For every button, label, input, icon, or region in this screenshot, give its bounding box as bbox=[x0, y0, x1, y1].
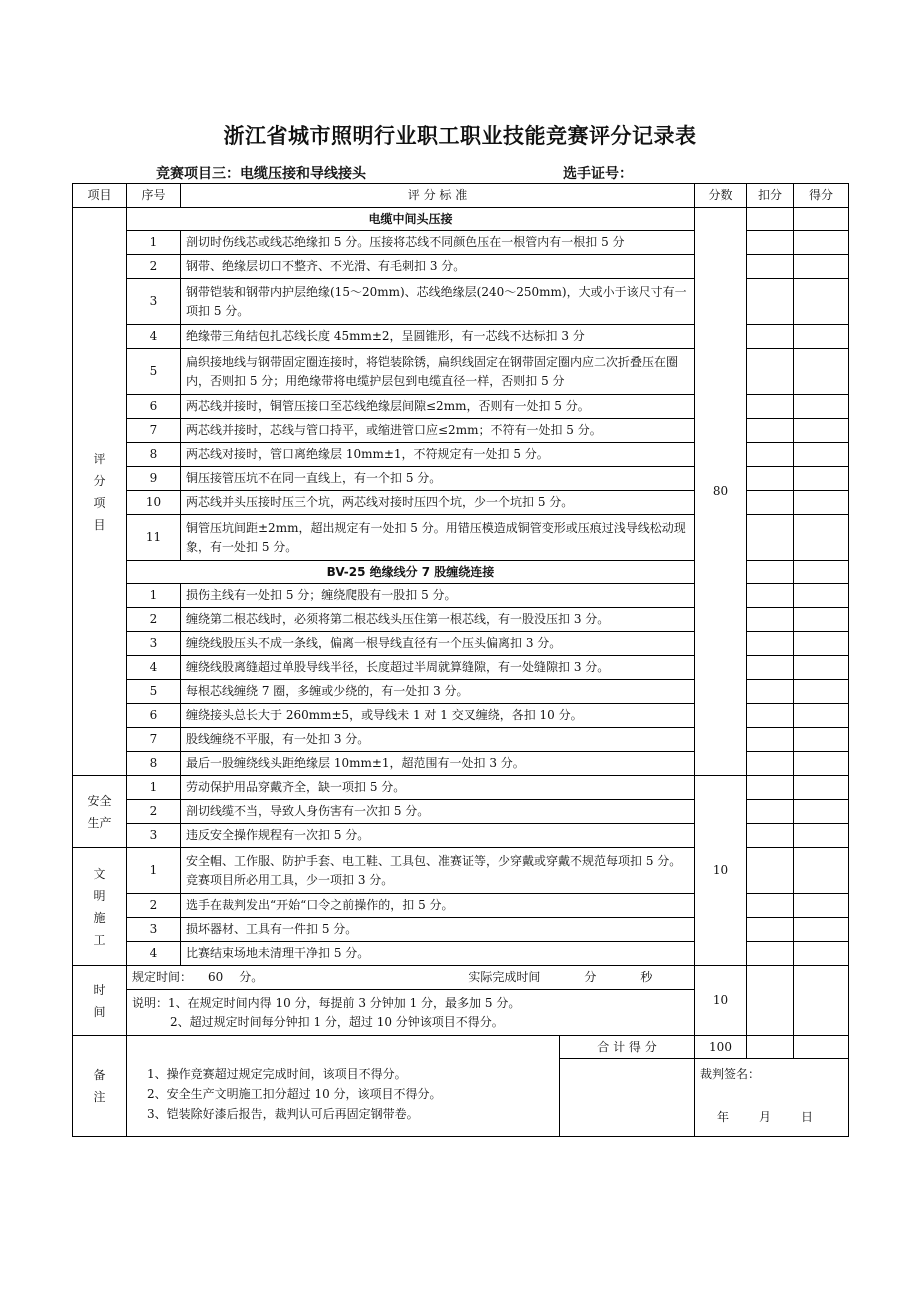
header-score: 分数 bbox=[695, 184, 747, 208]
row-number: 5 bbox=[127, 680, 181, 704]
criteria-text: 剖切时伤线芯或线芯绝缘扣 5 分。压接将芯线不同颜色压在一根管内有一根扣 5 分 bbox=[181, 231, 695, 255]
row-number: 6 bbox=[127, 704, 181, 728]
total-value: 100 bbox=[695, 1036, 747, 1059]
criteria-text: 缠绕线股离缝超过单股导线半径，长度超过半周就算缝隙，有一处缝隙扣 3 分。 bbox=[181, 656, 695, 680]
criteria-text: 铜管压坑间距±2mm，超出规定有一处扣 5 分。用错压模造成铜管变形或压痕过浅导线松动现象，有一处扣 5 分。 bbox=[181, 515, 695, 561]
deduct-cell[interactable] bbox=[747, 467, 794, 491]
criteria-text: 两芯线并头压接时压三个坑，两芯线对接时压四个坑，少一个坑扣 5 分。 bbox=[181, 491, 695, 515]
deduct-cell[interactable] bbox=[747, 680, 794, 704]
result-cell[interactable] bbox=[794, 704, 849, 728]
total-label: 合 计 得 分 bbox=[559, 1036, 695, 1059]
deduct-cell[interactable] bbox=[747, 349, 794, 395]
eval-category-char: 评 bbox=[93, 451, 106, 466]
safety-category-char: 生产 bbox=[87, 815, 112, 830]
criteria-text: 股线缠绕不平服，有一处扣 3 分。 bbox=[181, 728, 695, 752]
header-category: 项目 bbox=[73, 184, 127, 208]
deduct-cell[interactable] bbox=[747, 752, 794, 776]
result-cell[interactable] bbox=[794, 728, 849, 752]
row-number: 9 bbox=[127, 467, 181, 491]
player-id-label: 选手证号： bbox=[563, 166, 633, 182]
deduct-cell[interactable] bbox=[747, 728, 794, 752]
criteria-row bbox=[73, 776, 849, 800]
deduct-cell[interactable] bbox=[747, 443, 794, 467]
result-cell[interactable] bbox=[794, 680, 849, 704]
date-year: 年 bbox=[716, 1110, 731, 1124]
row-number: 1 bbox=[127, 231, 181, 255]
deduct-cell[interactable] bbox=[747, 515, 794, 561]
total-row bbox=[73, 1036, 849, 1059]
section-title-cable: 电缆中间头压接 bbox=[127, 208, 695, 231]
section-title-wire: BV-25 绝缘线分 7 股缠绕连接 bbox=[127, 561, 695, 584]
criteria-text: 每根芯线缠绕 7 圈，多缠或少绕的，有一处扣 3 分。 bbox=[181, 680, 695, 704]
deduct-cell[interactable] bbox=[747, 584, 794, 608]
time-category-char: 间 bbox=[93, 1004, 106, 1019]
result-cell[interactable] bbox=[794, 918, 849, 942]
deduct-cell[interactable] bbox=[747, 966, 794, 1036]
safety-category-char: 安全 bbox=[87, 793, 112, 808]
result-cell[interactable] bbox=[794, 608, 849, 632]
criteria-text: 劳动保护用品穿戴齐全，缺一项扣 5 分。 bbox=[181, 776, 695, 800]
minute-unit: 分 bbox=[584, 970, 597, 984]
row-number: 1 bbox=[127, 776, 181, 800]
header-result: 得分 bbox=[794, 184, 849, 208]
time-rule-value: 60 bbox=[208, 970, 224, 984]
result-cell[interactable] bbox=[794, 752, 849, 776]
result-cell[interactable] bbox=[794, 966, 849, 1036]
criteria-text: 缠绕线股压头不成一条线，偏离一根导线直径有一个压头偏离扣 3 分。 bbox=[181, 632, 695, 656]
criteria-text: 铜压接管压坑不在同一直线上，有一个扣 5 分。 bbox=[181, 467, 695, 491]
criteria-text: 钢带、绝缘层切口不整齐、不光滑、有毛刺扣 3 分。 bbox=[181, 255, 695, 279]
remark-note: 3、铠装除好漆后报告，裁判认可后再固定钢带卷。 bbox=[147, 1107, 419, 1121]
eval-category bbox=[73, 208, 127, 776]
time-category-char: 时 bbox=[93, 982, 106, 997]
criteria-text: 缠绕接头总长大于 260mm±5，或导线未 1 对 1 交叉缠绕，各扣 10 分。 bbox=[181, 704, 695, 728]
result-cell[interactable] bbox=[794, 776, 849, 800]
row-number: 5 bbox=[127, 349, 181, 395]
eval-score: 80 bbox=[695, 208, 747, 776]
result-cell[interactable] bbox=[794, 656, 849, 680]
civil-category-char: 工 bbox=[93, 932, 106, 947]
civil-category-char: 明 bbox=[93, 888, 106, 903]
time-rule-unit: 分。 bbox=[239, 970, 264, 984]
deduct-cell[interactable] bbox=[747, 942, 794, 966]
row-number: 8 bbox=[127, 752, 181, 776]
deduct-cell[interactable] bbox=[747, 325, 794, 349]
row-number: 8 bbox=[127, 443, 181, 467]
competition-item: 竞赛项目三：电缆压接和导线接头 bbox=[156, 166, 366, 182]
eval-category-char: 分 bbox=[93, 473, 106, 488]
date-month: 月 bbox=[758, 1110, 773, 1124]
criteria-text: 比赛结束场地未清理干净扣 5 分。 bbox=[181, 942, 695, 966]
time-category bbox=[73, 966, 127, 1036]
remarks-divider bbox=[559, 1036, 560, 1137]
header-row bbox=[73, 184, 849, 208]
remarks-category bbox=[73, 1036, 127, 1137]
safety-civil-score: 10 bbox=[695, 776, 747, 966]
time-rule-row bbox=[73, 966, 849, 990]
page-title: 浙江省城市照明行业职工职业技能竞赛评分记录表 bbox=[223, 124, 697, 148]
header-criteria: 评 分 标 准 bbox=[181, 184, 695, 208]
actual-time-label: 实际完成时间 bbox=[468, 970, 541, 984]
criteria-text: 两芯线并接时，芯线与管口持平，或缩进管口应≤2mm；不符有一处扣 5 分。 bbox=[181, 419, 695, 443]
row-number: 3 bbox=[127, 279, 181, 325]
result-cell[interactable] bbox=[794, 419, 849, 443]
deduct-cell[interactable] bbox=[747, 776, 794, 800]
time-rule-label: 规定时间： bbox=[132, 970, 193, 984]
criteria-text: 安全帽、工作服、防护手套、电工鞋、工具包、准赛证等，少穿戴或穿戴不规范每项扣 5 分。竞赛项目所必用工具，少一项扣 3 分。 bbox=[181, 848, 695, 894]
time-rule-cell bbox=[127, 966, 695, 990]
result-cell[interactable] bbox=[794, 584, 849, 608]
result-cell[interactable] bbox=[794, 632, 849, 656]
result-cell[interactable] bbox=[794, 395, 849, 419]
criteria-text: 选手在裁判发出“开始“口令之前操作的，扣 5 分。 bbox=[181, 894, 695, 918]
deduct-cell[interactable] bbox=[747, 255, 794, 279]
judge-sign-label: 裁判签名： bbox=[700, 1067, 761, 1081]
row-number: 7 bbox=[127, 419, 181, 443]
judge-sign-cell[interactable] bbox=[695, 1059, 849, 1137]
result-cell[interactable] bbox=[794, 561, 849, 584]
criteria-text: 两芯线并接时，铜管压接口至芯线绝缘层间隙≤2mm，否则有一处扣 5 分。 bbox=[181, 395, 695, 419]
remark-note: 1、操作竞赛超过规定完成时间，该项目不得分。 bbox=[147, 1067, 407, 1081]
criteria-text: 损坏器材、工具有一件扣 5 分。 bbox=[181, 918, 695, 942]
deduct-cell[interactable] bbox=[747, 918, 794, 942]
result-cell[interactable] bbox=[794, 325, 849, 349]
deduct-cell[interactable] bbox=[747, 279, 794, 325]
deduct-cell[interactable] bbox=[747, 894, 794, 918]
criteria-text: 剖切线缆不当，导致人身伤害有一次扣 5 分。 bbox=[181, 800, 695, 824]
row-number: 11 bbox=[127, 515, 181, 561]
row-number: 2 bbox=[127, 800, 181, 824]
result-cell[interactable] bbox=[794, 255, 849, 279]
row-number: 7 bbox=[127, 728, 181, 752]
header-seq: 序号 bbox=[127, 184, 181, 208]
deduct-cell[interactable] bbox=[747, 208, 794, 231]
eval-category-char: 项 bbox=[93, 495, 106, 510]
row-number: 3 bbox=[127, 918, 181, 942]
civil-category-char: 文 bbox=[93, 866, 106, 881]
row-number: 4 bbox=[127, 325, 181, 349]
criteria-text: 违反安全操作规程有一次扣 5 分。 bbox=[181, 824, 695, 848]
remarks-category-char: 备 bbox=[93, 1068, 106, 1082]
row-number: 6 bbox=[127, 395, 181, 419]
safety-category bbox=[73, 776, 127, 848]
row-number: 1 bbox=[127, 848, 181, 894]
row-number: 1 bbox=[127, 584, 181, 608]
result-cell[interactable] bbox=[794, 467, 849, 491]
deduct-cell[interactable] bbox=[747, 848, 794, 894]
result-cell[interactable] bbox=[794, 942, 849, 966]
deduct-cell[interactable] bbox=[747, 491, 794, 515]
criteria-text: 绝缘带三角结包扎芯线长度 45mm±2，呈圆锥形，有一芯线不达标扣 3 分 bbox=[181, 325, 695, 349]
deduct-cell[interactable] bbox=[747, 395, 794, 419]
result-cell[interactable] bbox=[794, 848, 849, 894]
criteria-text: 钢带铠装和钢带内护层绝缘(15～20mm)、芯线绝缘层(240～250mm)，大或小于该尺寸有一项扣 5 分。 bbox=[181, 279, 695, 325]
deduct-cell[interactable] bbox=[747, 419, 794, 443]
eval-category-char: 目 bbox=[93, 517, 106, 532]
result-cell[interactable] bbox=[794, 279, 849, 325]
score-table bbox=[72, 183, 849, 1137]
result-cell[interactable] bbox=[794, 800, 849, 824]
criteria-text: 最后一股缠绕线头距绝缘层 10mm±1，超范围有一处扣 3 分。 bbox=[181, 752, 695, 776]
row-number: 2 bbox=[127, 255, 181, 279]
deduct-cell[interactable] bbox=[747, 824, 794, 848]
row-number: 3 bbox=[127, 632, 181, 656]
deduct-cell[interactable] bbox=[747, 800, 794, 824]
deduct-cell[interactable] bbox=[747, 656, 794, 680]
header-deduct: 扣分 bbox=[747, 184, 794, 208]
section-title-row bbox=[73, 208, 849, 231]
time-score: 10 bbox=[695, 966, 747, 1036]
result-cell[interactable] bbox=[794, 894, 849, 918]
result-cell[interactable] bbox=[794, 443, 849, 467]
row-number: 2 bbox=[127, 608, 181, 632]
result-cell[interactable] bbox=[794, 1036, 849, 1059]
time-note-1: 说明：1、在规定时间内得 10 分，每提前 3 分钟加 1 分，最多加 5 分。 bbox=[132, 995, 521, 1010]
date-day: 日 bbox=[800, 1110, 815, 1124]
deduct-cell[interactable] bbox=[747, 632, 794, 656]
deduct-cell[interactable] bbox=[747, 608, 794, 632]
row-number: 2 bbox=[127, 894, 181, 918]
row-number: 4 bbox=[127, 656, 181, 680]
deduct-cell[interactable] bbox=[747, 1036, 794, 1059]
deduct-cell[interactable] bbox=[747, 231, 794, 255]
second-unit: 秒 bbox=[640, 970, 653, 984]
criteria-text: 损伤主线有一处扣 5 分；缠绕爬股有一股扣 5 分。 bbox=[181, 584, 695, 608]
remarks-category-char: 注 bbox=[93, 1090, 106, 1104]
result-cell[interactable] bbox=[794, 515, 849, 561]
criteria-text: 两芯线对接时，管口离绝缘层 10mm±1，不符规定有一处扣 5 分。 bbox=[181, 443, 695, 467]
result-cell[interactable] bbox=[794, 491, 849, 515]
row-number: 10 bbox=[127, 491, 181, 515]
result-cell[interactable] bbox=[794, 824, 849, 848]
deduct-cell[interactable] bbox=[747, 704, 794, 728]
result-cell[interactable] bbox=[794, 208, 849, 231]
deduct-cell[interactable] bbox=[747, 561, 794, 584]
civil-category-char: 施 bbox=[93, 910, 106, 925]
civil-category bbox=[73, 848, 127, 966]
row-number: 4 bbox=[127, 942, 181, 966]
remark-note: 2、安全生产文明施工扣分超过 10 分，该项目不得分。 bbox=[147, 1087, 442, 1101]
row-number: 3 bbox=[127, 824, 181, 848]
time-note-2: 2、超过规定时间每分钟扣 1 分，超过 10 分钟该项目不得分。 bbox=[170, 1014, 504, 1029]
result-cell[interactable] bbox=[794, 231, 849, 255]
criteria-text: 缠绕第二根芯线时，必须将第二根芯线头压住第一根芯线，有一股没压扣 3 分。 bbox=[181, 608, 695, 632]
criteria-text: 扁织接地线与钢带固定圈连接时，将铠装除锈，扁织线固定在钢带固定圈内应二次折叠压在圈内，否则扣 5 分；用绝缘带将电缆护层包到电缆直径一样，否则扣 5 分 bbox=[181, 349, 695, 395]
time-notes bbox=[127, 990, 695, 1036]
result-cell[interactable] bbox=[794, 349, 849, 395]
